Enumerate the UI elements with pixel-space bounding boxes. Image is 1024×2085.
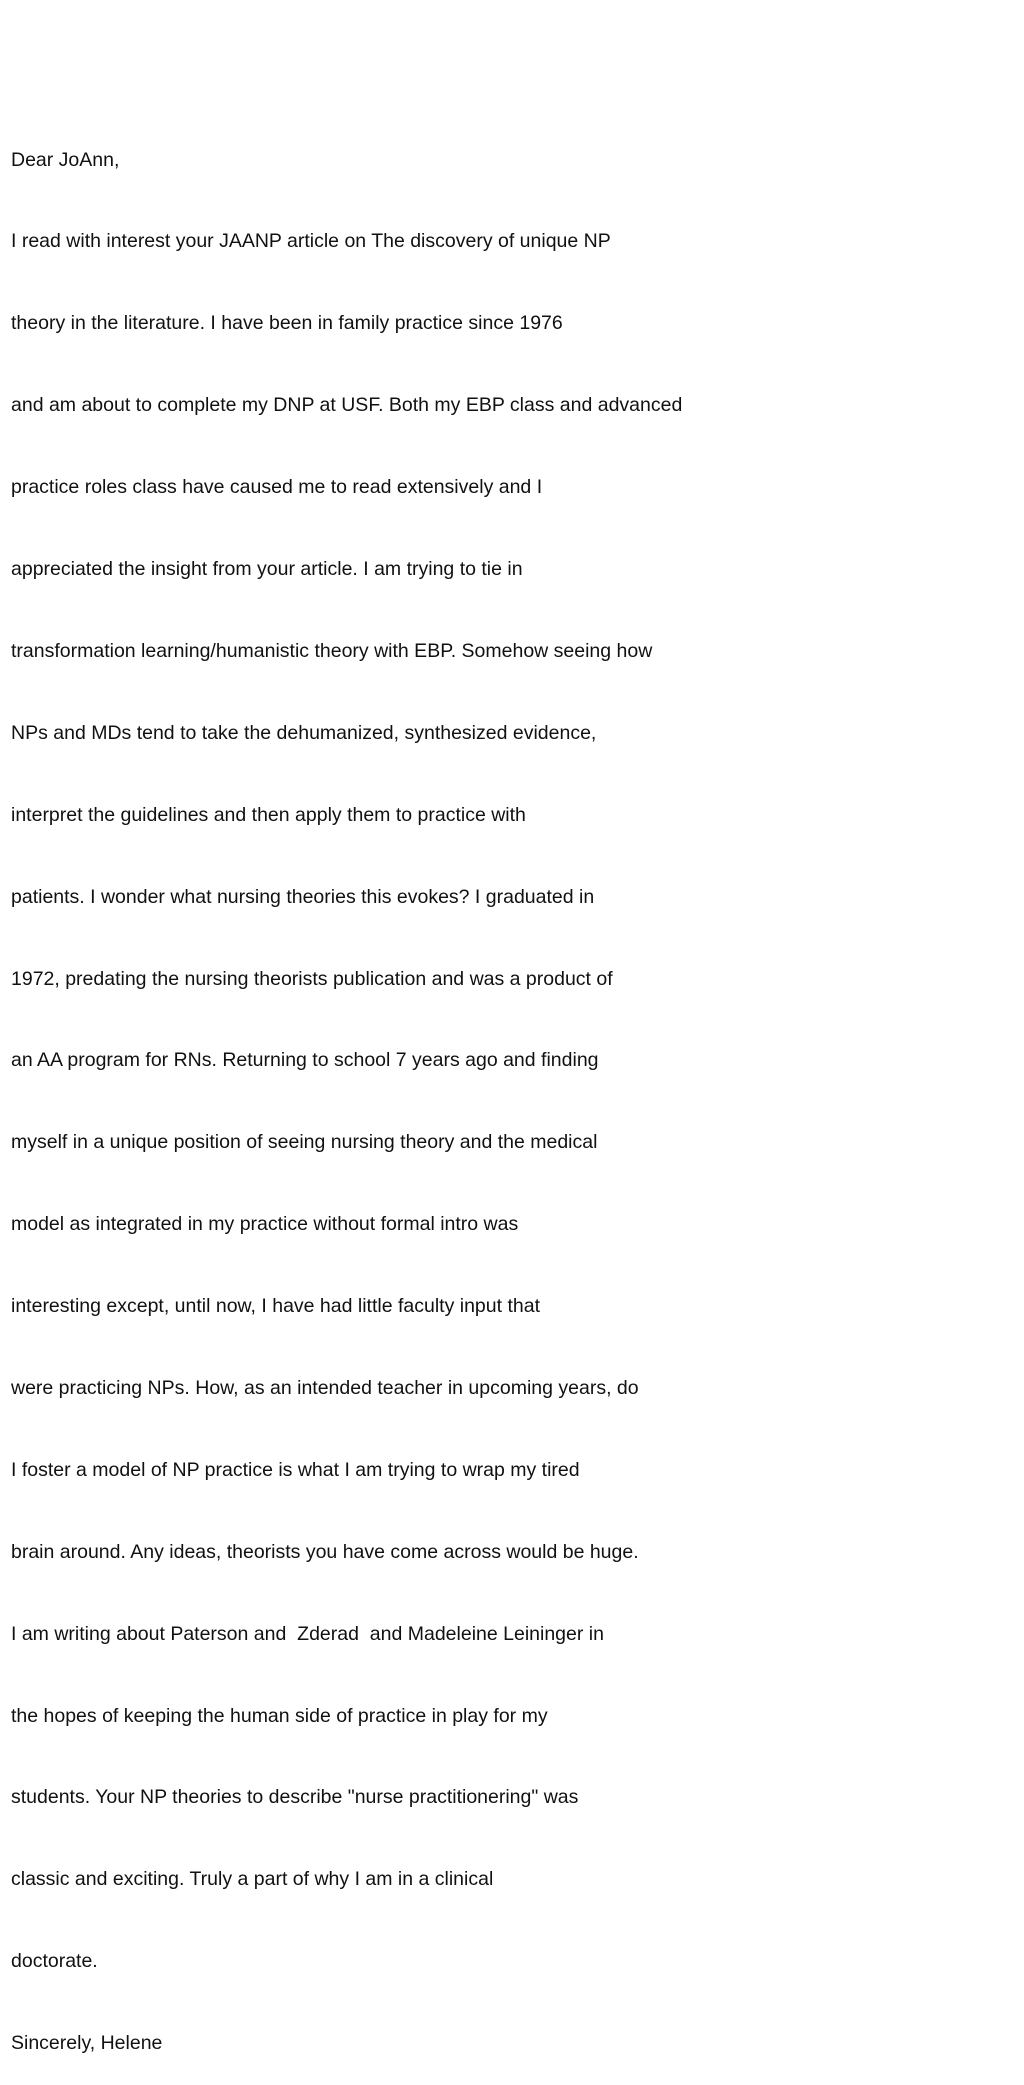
- letter-line: and am about to complete my DNP at USF. Both my EBP class and advanced: [11, 394, 683, 417]
- letter-line: interesting except, until now, I have had little faculty input that: [11, 1295, 540, 1318]
- letter-line: were practicing NPs. How, as an intended teacher in upcoming years, do: [11, 1376, 639, 1399]
- letter-line: model as integrated in my practice without formal intro was: [11, 1213, 519, 1236]
- letter-line: patients. I wonder what nursing theories this evokes? I graduated in: [11, 885, 595, 908]
- letter-line: myself in a unique position of seeing nursing theory and the medical: [11, 1131, 598, 1154]
- letter-line: practice roles class have caused me to read extensively and I: [11, 476, 543, 499]
- letter-line: NPs and MDs tend to take the dehumanized, synthesized evidence,: [11, 721, 597, 744]
- letter-line: I read with interest your JAANP article on The discovery of unique NP: [11, 230, 611, 253]
- letter-line: theory in the literature. I have been in family practice since 1976: [11, 312, 563, 335]
- letter-line: appreciated the insight from your article. I am trying to tie in: [11, 558, 523, 581]
- letter-line: students. Your NP theories to describe "nurse practitionering" was: [11, 1786, 579, 1809]
- letter-line: an AA program for RNs. Returning to school 7 years ago and finding: [11, 1049, 599, 1072]
- letter-line: I foster a model of NP practice is what I am trying to wrap my tired: [11, 1458, 580, 1481]
- letter-line: 1972, predating the nursing theorists publication and was a product of: [11, 967, 613, 990]
- letter-line: brain around. Any ideas, theorists you have come across would be huge.: [11, 1540, 639, 1563]
- letter-body: [11, 92, 682, 2085]
- letter-line: classic and exciting. Truly a part of why I am in a clinical: [11, 1868, 494, 1891]
- letter-line: transformation learning/humanistic theory with EBP. Somehow seeing how: [11, 639, 653, 662]
- signature: Sincerely, Helene: [11, 2032, 163, 2055]
- letter-line: the hopes of keeping the human side of practice in play for my: [11, 1704, 548, 1727]
- salutation: Dear JoAnn,: [11, 148, 120, 171]
- letter-line: doctorate.: [11, 1950, 98, 1973]
- letter-line: I am writing about Paterson and Zderad and Madeleine Leininger in: [11, 1622, 604, 1645]
- letter-line: interpret the guidelines and then apply them to practice with: [11, 803, 526, 826]
